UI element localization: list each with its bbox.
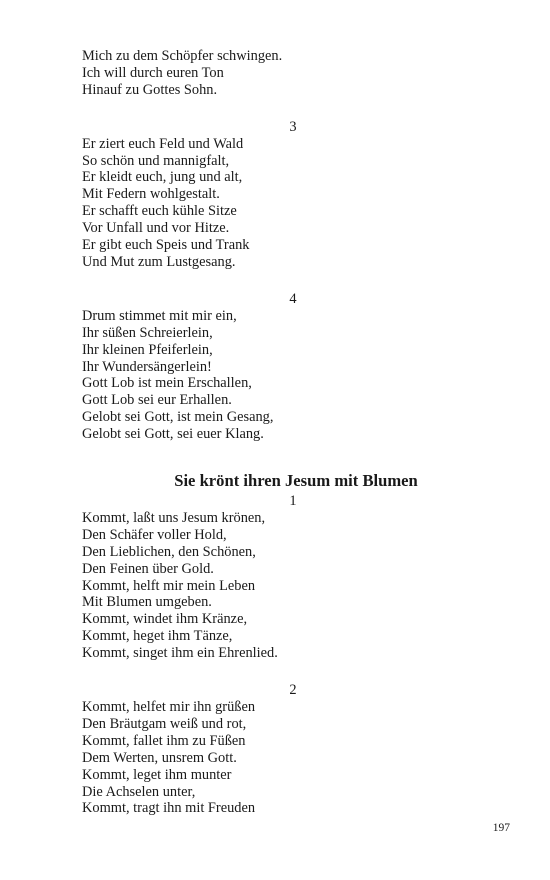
verse-line: Hinauf zu Gottes Sohn. bbox=[82, 81, 218, 98]
verse-line: Er schafft euch kühle Sitze bbox=[82, 203, 237, 220]
verse-line: Die Achselen unter, bbox=[82, 783, 196, 800]
verse-line: Kommt, leget ihm munter bbox=[82, 766, 232, 783]
verse-line: Ihr süßen Schreierlein, bbox=[82, 324, 213, 341]
verse-line: Kommt, helft mir mein Leben bbox=[82, 577, 256, 594]
verse-line: So schön und mannigfalt, bbox=[82, 152, 230, 169]
stanza-number: 4 bbox=[289, 290, 297, 307]
verse-line: Kommt, singet ihm ein Ehrenlied. bbox=[82, 645, 278, 662]
verse-line: Kommt, windet ihm Kränze, bbox=[82, 611, 248, 628]
stanza-number: 2 bbox=[289, 682, 297, 699]
verse-line: Gott Lob sei eur Erhallen. bbox=[82, 392, 232, 409]
poem2-stanza-2 bbox=[82, 682, 502, 817]
verse-line: Vor Unfall und vor Hitze. bbox=[82, 220, 230, 237]
verse-line: Den Bräutgam weiß und rot, bbox=[82, 715, 247, 732]
verse-line: Kommt, fallet ihm zu Füßen bbox=[82, 732, 246, 749]
verse-line: Gott Lob ist mein Erschallen, bbox=[82, 375, 252, 392]
stanza-3 bbox=[82, 119, 502, 271]
verse-line: Ich will durch euren Ton bbox=[82, 64, 224, 81]
verse-line: Und Mut zum Lustgesang. bbox=[82, 253, 236, 270]
verse-line: Ihr kleinen Pfeiferlein, bbox=[82, 341, 213, 358]
verse-line: Kommt, heget ihm Tänze, bbox=[82, 628, 233, 645]
verse-line: Den Lieblichen, den Schönen, bbox=[82, 543, 256, 560]
verse-line: Gelobt sei Gott, sei euer Klang. bbox=[82, 426, 264, 443]
verse-line: Er gibt euch Speis und Trank bbox=[82, 237, 250, 254]
verse-line: Den Feinen über Gold. bbox=[82, 560, 214, 577]
stanza-4 bbox=[82, 291, 502, 443]
verse-line: Kommt, laßt uns Jesum krönen, bbox=[82, 509, 266, 526]
stanza-number: 3 bbox=[289, 118, 297, 135]
verse-line: Drum stimmet mit mir ein, bbox=[82, 307, 237, 324]
verse-line: Kommt, helfet mir ihn grüßen bbox=[82, 699, 256, 715]
page-number: 197 bbox=[492, 822, 510, 834]
poem2-stanza-1 bbox=[82, 493, 502, 662]
verse-line: Dem Werten, unsrem Gott. bbox=[82, 749, 237, 766]
verse-line: Kommt, tragt ihn mit Freuden bbox=[82, 800, 256, 817]
verse-line: Den Schäfer voller Hold, bbox=[82, 526, 227, 543]
continuation-stanza bbox=[82, 48, 502, 99]
poem-title: Sie krönt ihren Jesum mit Blumen bbox=[174, 471, 418, 491]
verse-line: Mit Federn wohlgestalt. bbox=[82, 186, 220, 203]
stanza-number: 1 bbox=[289, 493, 297, 510]
verse-line: Gelobt sei Gott, ist mein Gesang, bbox=[82, 409, 274, 426]
verse-line: Mit Blumen umgeben. bbox=[82, 594, 212, 611]
verse-line: Mich zu dem Schöpfer schwingen. bbox=[82, 48, 283, 64]
verse-line: Er ziert euch Feld und Wald bbox=[82, 135, 244, 152]
verse-line: Ihr Wundersängerlein! bbox=[82, 358, 212, 375]
page-body bbox=[82, 48, 502, 817]
verse-line: Er kleidt euch, jung und alt, bbox=[82, 169, 243, 186]
